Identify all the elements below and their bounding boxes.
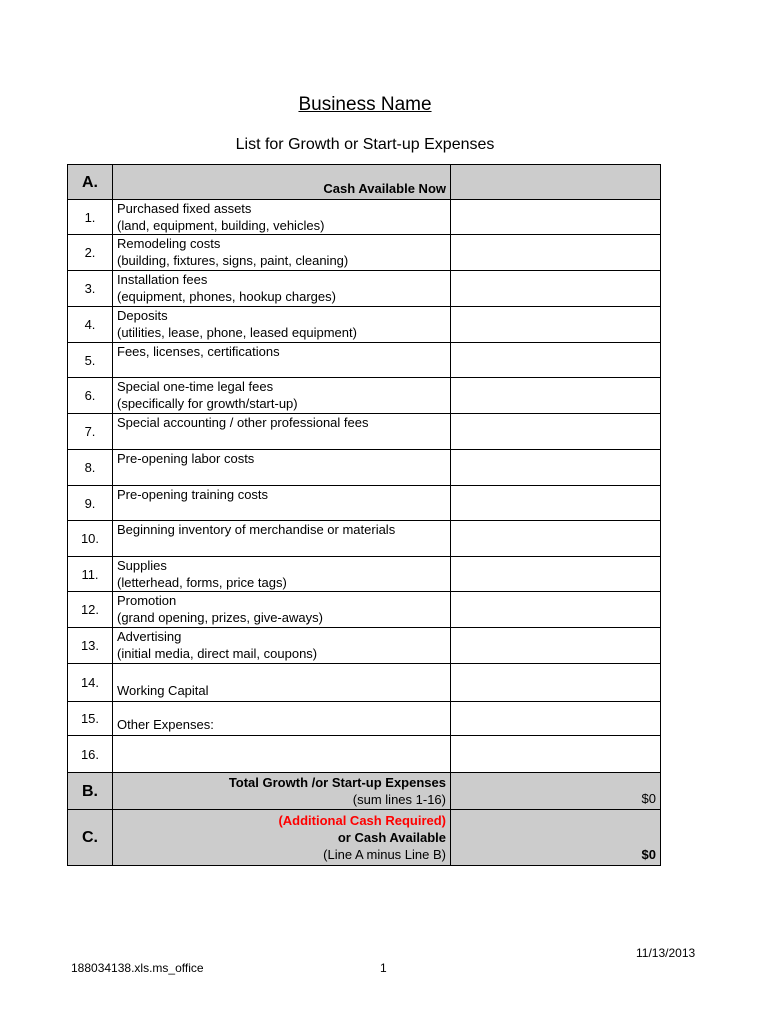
expense-detail: (initial media, direct mail, coupons) <box>117 646 318 661</box>
expense-label: Special one-time legal fees <box>117 379 274 394</box>
expense-amount <box>451 343 661 378</box>
total-expenses-sublabel: (sum lines 1-16) <box>352 792 446 807</box>
line-number: 6. <box>68 378 113 414</box>
expense-description <box>113 271 451 307</box>
expense-row <box>68 736 661 773</box>
expense-row <box>68 664 661 702</box>
expense-amount <box>451 235 661 271</box>
section-c-letter: C. <box>68 810 113 866</box>
line-number: 13. <box>68 628 113 664</box>
expense-amount <box>451 271 661 307</box>
expense-row <box>68 307 661 343</box>
expense-description <box>113 521 451 557</box>
total-expenses-label-cell <box>113 773 451 810</box>
expense-row <box>68 702 661 736</box>
expense-row <box>68 235 661 271</box>
expense-description <box>113 235 451 271</box>
expense-amount <box>451 592 661 628</box>
expense-label: Supplies <box>117 558 167 573</box>
expense-row <box>68 628 661 664</box>
expense-row <box>68 486 661 521</box>
line-number: 8. <box>68 450 113 486</box>
total-expenses-label: Total Growth /or Start-up Expenses <box>228 775 446 790</box>
expense-description <box>113 450 451 486</box>
line-number: 10. <box>68 521 113 557</box>
expense-table <box>67 164 661 866</box>
expense-amount <box>451 378 661 414</box>
expense-label: Deposits <box>117 308 168 323</box>
line-number: 9. <box>68 486 113 521</box>
line-number: 4. <box>68 307 113 343</box>
expense-label: Pre-opening training costs <box>117 487 269 502</box>
section-a-letter: A. <box>68 165 113 200</box>
cash-available-after-label: or Cash Available <box>337 830 446 845</box>
expense-label: Pre-opening labor costs <box>117 451 255 466</box>
expense-row <box>68 450 661 486</box>
expense-description <box>113 486 451 521</box>
expense-amount <box>451 486 661 521</box>
expense-label: Beginning inventory of merchandise or materials <box>117 522 396 537</box>
expense-label: Purchased fixed assets <box>117 201 252 216</box>
line-number: 16. <box>68 736 113 773</box>
expense-description <box>113 414 451 450</box>
cash-available-label: Cash Available Now <box>113 165 451 200</box>
expense-row <box>68 378 661 414</box>
line-number: 7. <box>68 414 113 450</box>
expense-row <box>68 343 661 378</box>
expense-description <box>113 307 451 343</box>
expense-description <box>113 557 451 592</box>
expense-detail: (letterhead, forms, price tags) <box>117 575 287 590</box>
expense-label: Remodeling costs <box>117 236 221 251</box>
expense-description <box>113 664 451 702</box>
expense-detail: (land, equipment, building, vehicles) <box>117 218 325 233</box>
expense-label: Installation fees <box>117 272 208 287</box>
expense-amount <box>451 628 661 664</box>
expense-description <box>113 592 451 628</box>
expense-label: Other Expenses: <box>117 717 214 732</box>
document-title: Business Name <box>298 94 432 115</box>
expense-detail: (specifically for growth/start-up) <box>117 396 298 411</box>
expense-amount <box>451 200 661 235</box>
expense-row <box>68 271 661 307</box>
expense-label: Advertising <box>117 629 182 644</box>
expense-row <box>68 414 661 450</box>
total-expenses-value: $0 <box>451 773 661 810</box>
line-number: 12. <box>68 592 113 628</box>
line-number: 11. <box>68 557 113 592</box>
expense-row <box>68 200 661 235</box>
cash-required-sublabel: (Line A minus Line B) <box>323 847 446 862</box>
footer-page-number: 1 <box>380 961 387 975</box>
expense-label: Working Capital <box>117 683 209 698</box>
expense-description <box>113 378 451 414</box>
expense-description <box>113 702 451 736</box>
row-total-expenses <box>68 773 661 810</box>
expense-label: Special accounting / other professional fees <box>117 415 369 430</box>
expense-row <box>68 557 661 592</box>
row-cash-available <box>68 165 661 200</box>
expense-description <box>113 200 451 235</box>
footer-date: 11/13/2013 <box>636 946 696 960</box>
expense-detail: (equipment, phones, hookup charges) <box>117 289 336 304</box>
line-number: 14. <box>68 664 113 702</box>
line-number: 15. <box>68 702 113 736</box>
expense-amount <box>451 557 661 592</box>
expense-label: Promotion <box>117 593 177 608</box>
expense-amount <box>451 414 661 450</box>
expense-amount <box>451 664 661 702</box>
expense-amount <box>451 736 661 773</box>
section-b-letter: B. <box>68 773 113 810</box>
document-subtitle: List for Growth or Start-up Expenses <box>235 136 495 153</box>
expense-detail: (grand opening, prizes, give-aways) <box>117 610 323 625</box>
expense-detail: (building, fixtures, signs, paint, cleaning) <box>117 253 349 268</box>
expense-description <box>113 736 451 773</box>
expense-amount <box>451 307 661 343</box>
expense-amount <box>451 702 661 736</box>
line-number: 2. <box>68 235 113 271</box>
cash-available-value <box>451 165 661 200</box>
expense-label: Fees, licenses, certifications <box>117 344 280 359</box>
expense-detail: (utilities, lease, phone, leased equipment) <box>117 325 357 340</box>
expense-amount <box>451 450 661 486</box>
expense-description <box>113 343 451 378</box>
cash-required-label-cell <box>113 810 451 866</box>
expense-row <box>68 521 661 557</box>
row-cash-required <box>68 810 661 866</box>
expense-amount <box>451 521 661 557</box>
line-number: 3. <box>68 271 113 307</box>
footer-filename: 188034138.xls.ms_office <box>71 961 204 975</box>
cash-required-value: $0 <box>451 810 661 866</box>
additional-cash-required-label: (Additional Cash Required) <box>278 813 446 828</box>
line-number: 1. <box>68 200 113 235</box>
line-number: 5. <box>68 343 113 378</box>
expense-description <box>113 628 451 664</box>
expense-row <box>68 592 661 628</box>
